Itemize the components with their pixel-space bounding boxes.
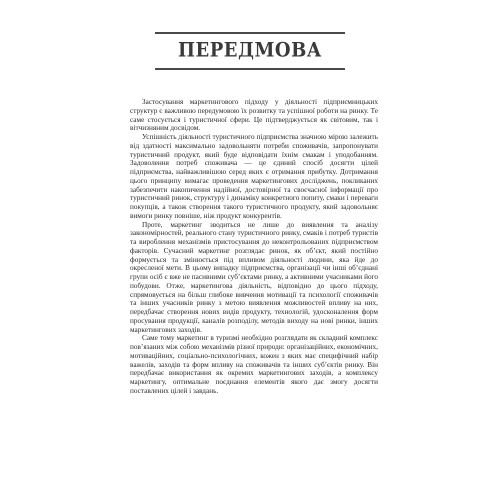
heading-top-rule [155, 32, 345, 34]
heading-block [155, 32, 345, 70]
paragraph-2: Успішність діяльності туристичного підприємства значною мірою залежить від здатності максимально задовольняти потреби споживачів, запропонувати туристичний продукт, який буде відповідати їхнім смакам і уподобанням. Задоволення потреб споживача — це єдиний спосіб досягти цілей підприємства, найважливішою серед яких є отримання прибутку. Дотримання цього принципу вимагає проведення маркетингових досліджень, покликаних забезпечити накопичення надійної, достовірної та своєчасної інформації про туристичний ринок, структуру і динаміку конкретного попиту, смаки і переваги покупців, а також створення такого туристичного продукту, який задовольняє вимоги ринку повніше, ніж продукт конкурентів. [130, 133, 378, 220]
paragraph-3: Проте, маркетинг зводиться не лише до виявлення та аналізу закономірностей, реального стану туристичного ринку, смаків і потреб туристів та вироблення механізмів пристосування до неконтрольованих підприємством факторів. Сучасний маркетинг розглядає ринок, як об’єкт, який постійно формується та змінюється під впливом діяльності людини, яка йде до окресленої мети. В цьому випадку підприємства, організації чи інші об’єднані групи осіб є вже не пасивними суб’єктами ринку, а активними учасниками його побудови. Отже, маркетингова діяльність, відповідно до цього підходу, спрямовується на більш глибоке вивчення мотивації та психології споживачів та інших учасників ринку з метою виявлення можливостей впливу на них, передбачає створення нових видів продукту, технологій, удосконалення форм просування продукції, каналів розподілу, методів виходу на нові ринки, інших маркетингових заходів. [130, 220, 378, 334]
page-title: ПЕРЕДМОВА [178, 39, 322, 62]
heading-bottom-rule [155, 68, 345, 70]
body-text [130, 98, 378, 396]
paragraph-4: Саме тому маркетинг в туризмі необхідно розглядати як складний комплекс пов’язаних між собою механізмів різної природи: організаційних, економічних, мотиваційних, соціально-психологічних, кожен з яких має специфічний набір важелів, заходів та форм впливу на споживачів та інших суб’єктів ринку. Він передбачає використання як окремих маркетингових заходів, а комплексу маркетингу, оптимальне поєднання елементів якого дає змогу досягти поставлених цілей і завдань. [130, 334, 378, 395]
paragraph-1: Застосування маркетингового підходу у діяльності підприємницьких структур є важливою передумовою їх розвитку та успішної роботи на ринку. Те саме стосується і туристичної сфери. Це підтверджується як світовим, так і вітчизняним досвідом. [130, 98, 378, 133]
